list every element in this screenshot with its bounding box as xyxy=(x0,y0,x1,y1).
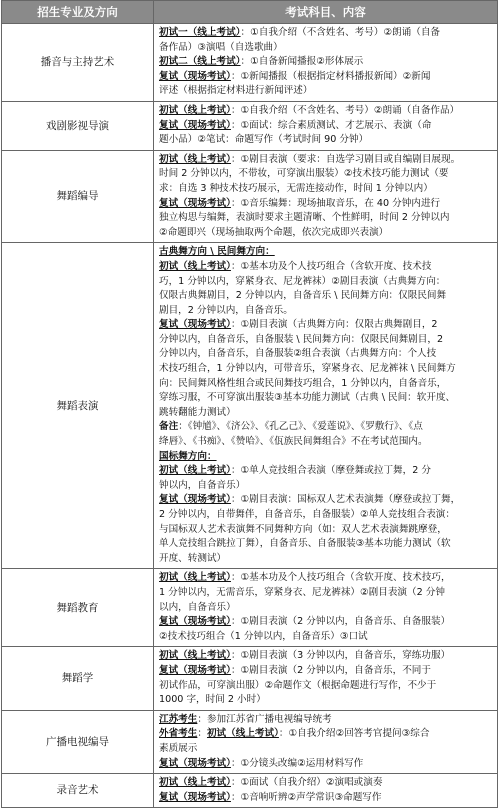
exam-stage-label: 复试（现场考试） xyxy=(159,119,231,131)
table-row xyxy=(2,24,498,102)
content-text: ：①单人竞技组合表演（摩登舞或拉丁舞，2 分 xyxy=(230,465,431,477)
content-text: ：①自我介绍（不含姓名、考号）②朗诵（自备 xyxy=(240,27,441,38)
content-line xyxy=(159,537,494,552)
content-line xyxy=(159,70,494,85)
content-text: 以内，自备音乐） xyxy=(159,601,236,613)
content-text: ：①自备新闻播报②形体展示 xyxy=(240,56,364,68)
content-line xyxy=(159,552,494,567)
content-text: ：①分镜头改编②运用材料写作 xyxy=(230,757,364,769)
content-line xyxy=(159,679,494,694)
content-line xyxy=(159,693,494,708)
exam-content xyxy=(154,150,498,243)
content-line xyxy=(159,420,494,435)
content-text: ：①剧目表演（3 分钟以内，自备音乐，穿练功服） xyxy=(230,650,451,662)
admission-exam-table xyxy=(1,0,498,808)
content-text: 向：民间舞风格性组合或民间舞技巧组合，1 分钟以内，自备音乐， xyxy=(159,377,447,389)
content-line xyxy=(159,347,494,362)
exam-stage-label: 初试（线上考试） xyxy=(159,260,231,272)
content-line xyxy=(159,197,494,212)
exam-stage-label: 古典舞方向 \ 民间舞方向： xyxy=(159,246,275,258)
table-row xyxy=(2,569,498,647)
content-line xyxy=(159,479,494,494)
table-row xyxy=(2,774,498,808)
content-line xyxy=(159,182,494,197)
exam-content xyxy=(154,243,498,569)
major-name: 舞蹈表演 xyxy=(2,243,154,569)
content-line xyxy=(159,55,494,70)
content-text: ： xyxy=(197,728,207,740)
content-text: 绛唇》、《书痴》、《赞哈》、《佤族民间舞组合》不在考试范围内。 xyxy=(159,436,428,448)
exam-content xyxy=(154,569,498,647)
table-row xyxy=(2,101,498,150)
note-label: 备注 xyxy=(159,421,179,433)
content-line xyxy=(159,84,494,99)
content-text: 初试作品，可穿演出服）②命题作文（根据命题进行写作，不少于 xyxy=(159,679,437,691)
content-line xyxy=(159,133,494,148)
content-line xyxy=(159,333,494,348)
exam-stage-label: 复试（现场考试） xyxy=(159,70,231,82)
exam-stage-label: 初试二（线上考试） xyxy=(159,56,241,68)
content-text: ：①面试（自我介绍）②演唱或演奏 xyxy=(230,777,383,789)
content-line xyxy=(159,464,494,479)
exam-stage-label: 初试（线上考试） xyxy=(159,104,231,116)
content-text: 巧，1 分钟以内，穿紧身衣、尼龙裤袜）②剧目表演（古典舞方向： xyxy=(159,275,446,287)
exam-content xyxy=(154,774,498,808)
content-text: 1 分钟以内，无需音乐，穿紧身衣、尼龙裤袜）②剧目表演（2 分钟 xyxy=(159,586,445,598)
content-line xyxy=(159,586,494,601)
content-line xyxy=(159,318,494,333)
content-line xyxy=(159,508,494,523)
content-text: 备作品）③演唱（自选歌曲） xyxy=(159,41,283,53)
exam-stage-label: 复试（现场考试） xyxy=(159,757,231,769)
content-line xyxy=(159,211,494,226)
content-line xyxy=(159,523,494,538)
content-line xyxy=(159,377,494,392)
content-text: 术技巧组合，1 分钟以内，可带音乐，穿紧身衣、尼龙裤袜 \ 民间舞方 xyxy=(159,363,456,375)
content-text: ：①剧目表演（要求：自选学习剧目或自编剧目展现。 xyxy=(230,153,461,165)
content-line xyxy=(159,104,494,119)
content-line xyxy=(159,362,494,377)
content-line xyxy=(159,757,494,772)
content-text: 钟以内，自备音乐） xyxy=(159,479,246,491)
major-name: 舞蹈编导 xyxy=(2,150,154,243)
content-text: ：①基本功及个人技巧组合（含软开度、技术技 xyxy=(230,260,432,272)
exam-stage-label: 江苏考生 xyxy=(159,713,198,725)
content-text: ：①剧目表演：国标双人艺术表演舞（摩登或拉丁舞， xyxy=(230,494,461,506)
exam-stage-label: 外省考生 xyxy=(159,728,198,740)
content-text: ②命题即兴（现场抽取两个命题，依次完成即兴表演） xyxy=(159,226,389,238)
exam-stage-label: 复试（现场考试） xyxy=(159,664,231,676)
header-exam-content: 考试科目、内容 xyxy=(154,1,498,24)
exam-stage-label: 初试（线上考试） xyxy=(159,572,231,584)
content-line xyxy=(159,391,494,406)
content-line xyxy=(159,601,494,616)
exam-content xyxy=(154,101,498,150)
content-line xyxy=(159,727,494,742)
content-line xyxy=(159,226,494,241)
exam-stage-label: 初试（线上考试） xyxy=(159,465,231,477)
exam-content xyxy=(154,710,498,773)
exam-stage-label: 初试（线上考试） xyxy=(159,650,231,662)
content-line xyxy=(159,26,494,41)
content-line xyxy=(159,260,494,275)
table-row xyxy=(2,710,498,773)
content-line xyxy=(159,791,494,806)
content-line xyxy=(159,493,494,508)
content-line xyxy=(159,664,494,679)
content-text: 剧目，2 分钟以内，自备音乐。 xyxy=(159,304,293,316)
content-line xyxy=(159,615,494,630)
header-major: 招生专业及方向 xyxy=(2,1,154,24)
content-line xyxy=(159,245,494,260)
exam-content xyxy=(154,647,498,710)
content-text: 题小品）②笔试：命题写作（考试时间 90 分钟） xyxy=(159,134,369,146)
table-row xyxy=(2,647,498,710)
content-text: ：①基本功及个人技巧组合（含软开度、技术技巧， xyxy=(230,572,451,584)
content-text: 评述（根据指定材料进行新闻评述） xyxy=(159,85,313,97)
content-text: ：①自我介绍②回答考官提问③综合 xyxy=(278,728,430,740)
content-line xyxy=(159,571,494,586)
content-text: ：①新闻播报（根据指定材料播报新闻）②新闻 xyxy=(230,70,431,82)
content-text: ：①剧目表演（2 分钟以内，自备音乐、自备服装） xyxy=(230,616,451,628)
content-line xyxy=(159,304,494,319)
exam-stage-label: 复试（现场考试） xyxy=(159,494,231,506)
major-name: 播音与主持艺术 xyxy=(2,24,154,102)
content-text: ：①音乐编舞：现场抽取音乐，在 40 分钟内进行 xyxy=(230,197,441,209)
content-text: 时间 2 分钟以内，不带妆，可穿演出服装）②技术技巧能力测试（要 xyxy=(159,168,449,180)
content-text: ：《钟馗》、《济公》、《孔乙己》、《爱莲说》、《罗敷行》、《点 xyxy=(178,421,423,433)
content-text: 2 分钟以内，自带舞伴，自备音乐，自备服装）②单人竞技组合表演： xyxy=(159,509,455,520)
content-line xyxy=(159,450,494,465)
content-text: ：①剧目表演（2 分钟以内，自备音乐，不同于 xyxy=(230,664,431,676)
content-line xyxy=(159,713,494,728)
major-name: 广播电视编导 xyxy=(2,710,154,773)
exam-stage-label: 初试（线上考试） xyxy=(159,153,231,165)
exam-stage-label: 复试（现场考试） xyxy=(159,319,231,331)
exam-stage-label: 复试（现场考试） xyxy=(159,616,231,628)
content-text: ：①剧目表演（古典舞方向：仅限古典舞剧目，2 xyxy=(230,319,438,331)
content-line xyxy=(159,406,494,421)
major-name: 戏剧影视导演 xyxy=(2,101,154,150)
content-text: 分钟以内，自备音乐，自备服装②组合表演（古典舞方向：个人技 xyxy=(159,348,437,360)
content-text: 穿练习服，不可穿演出服装③基本功能力测试（古典 \ 民间：软开度、 xyxy=(159,392,456,404)
content-text: ②技术技巧组合（1 分钟以内，自备音乐）③口试 xyxy=(159,630,368,642)
major-name: 录音艺术 xyxy=(2,774,154,808)
content-text: 单人竞技组合跳拉丁舞），自备音乐、自备服装③基本功能力测试（软 xyxy=(159,538,451,550)
content-text: 仅限古典舞剧目，2 分钟以内，自备音乐 \ 民间舞方向：仅限民间舞 xyxy=(159,290,447,302)
table-row xyxy=(2,243,498,569)
content-line xyxy=(159,275,494,290)
major-name: 舞蹈学 xyxy=(2,647,154,710)
exam-stage-label: 复试（现场考试） xyxy=(159,197,231,209)
content-text: 开度、转测试） xyxy=(159,552,227,564)
content-text: 求：自选 3 种技术技巧展示，无需连接动作，时间 1 分钟以内） xyxy=(159,182,433,194)
content-line xyxy=(159,289,494,304)
content-text: ：参加江苏省广播电视编导统考 xyxy=(197,713,332,725)
content-text: 与国标双人艺术表演舞不同舞种方向（如：双人艺术表演舞跳摩登， xyxy=(159,523,447,535)
content-line xyxy=(159,167,494,182)
content-line xyxy=(159,649,494,664)
exam-stage-label: 初试（线上考试） xyxy=(159,777,231,789)
content-text: 独立构思与编舞，表演时要求主题清晰、个性鲜明，时间 2 分钟以内 xyxy=(159,212,450,224)
content-line xyxy=(159,41,494,56)
table-row xyxy=(2,150,498,243)
content-text: ：①音响听辨②声学常识③命题写作 xyxy=(230,791,382,803)
content-text: 跳转翻能力测试） xyxy=(159,406,236,418)
exam-stage-label: 国标舞方向： xyxy=(159,450,217,462)
content-line xyxy=(159,153,494,168)
content-text: 1000 字，时间 2 小时） xyxy=(159,694,266,706)
major-name: 舞蹈教育 xyxy=(2,569,154,647)
content-text: 素质展示 xyxy=(159,742,198,754)
content-text: 分钟以内，自备音乐，自备服装 \ 民间舞方向：仅限民间舞剧目，2 xyxy=(159,333,444,345)
content-text: ：①自我介绍（不含姓名、考号）②朗诵（自备作品） xyxy=(230,104,460,116)
exam-stage-label: 初试一（线上考试） xyxy=(159,27,241,38)
content-line xyxy=(159,776,494,791)
table-header-row xyxy=(2,1,498,24)
exam-stage-label: 初试（线上考试） xyxy=(206,728,279,740)
content-line xyxy=(159,435,494,450)
content-line xyxy=(159,119,494,134)
content-text: ：①面试：综合素质测试、才艺展示、表演（命 xyxy=(230,119,432,131)
content-line xyxy=(159,742,494,757)
exam-content xyxy=(154,24,498,102)
content-line xyxy=(159,630,494,645)
exam-stage-label: 复试（现场考试） xyxy=(159,791,231,803)
